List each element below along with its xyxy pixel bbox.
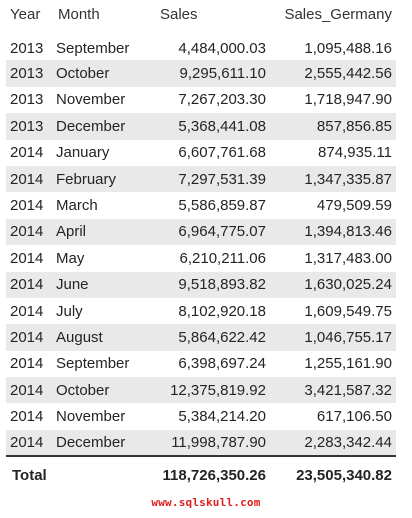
- cell-sales: 9,518,893.82: [148, 272, 270, 298]
- cell-year: 2014: [6, 324, 54, 350]
- cell-sales: 5,586,859.87: [148, 192, 270, 218]
- table-row[interactable]: [6, 298, 396, 324]
- cell-month: March: [54, 192, 148, 218]
- table-row[interactable]: [6, 219, 396, 245]
- cell-month: January: [54, 140, 148, 166]
- table-row[interactable]: [6, 245, 396, 271]
- cell-year: 2014: [6, 272, 54, 298]
- cell-sales-germany: 1,718,947.90: [270, 87, 396, 113]
- table-row[interactable]: [6, 113, 396, 139]
- column-header-year[interactable]: Year: [6, 0, 54, 34]
- cell-month: May: [54, 245, 148, 271]
- cell-year: 2014: [6, 430, 54, 456]
- total-row: [6, 456, 396, 490]
- cell-year: 2014: [6, 219, 54, 245]
- cell-sales-germany: 617,106.50: [270, 403, 396, 429]
- cell-year: 2013: [6, 113, 54, 139]
- cell-month: December: [54, 113, 148, 139]
- column-header-month[interactable]: Month: [54, 0, 148, 34]
- cell-sales: 7,297,531.39: [148, 166, 270, 192]
- cell-sales-germany: 2,555,442.56: [270, 60, 396, 86]
- column-header-sales-germany[interactable]: Sales_Germany: [270, 0, 396, 34]
- cell-month: November: [54, 87, 148, 113]
- cell-month: June: [54, 272, 148, 298]
- table-row[interactable]: [6, 403, 396, 429]
- cell-sales: 12,375,819.92: [148, 377, 270, 403]
- cell-sales: 6,210,211.06: [148, 245, 270, 271]
- sales-table: [6, 0, 396, 490]
- cell-sales: 4,484,000.03: [148, 34, 270, 60]
- cell-sales-germany: 1,046,755.17: [270, 324, 396, 350]
- column-header-sales[interactable]: Sales: [148, 0, 270, 34]
- total-sales: 118,726,350.26: [148, 456, 270, 490]
- cell-sales-germany: 1,317,483.00: [270, 245, 396, 271]
- cell-sales: 5,864,622.42: [148, 324, 270, 350]
- cell-sales: 6,964,775.07: [148, 219, 270, 245]
- watermark: www.sqlskull.com: [151, 496, 261, 509]
- table-row[interactable]: [6, 60, 396, 86]
- cell-sales: 11,998,787.90: [148, 430, 270, 456]
- table-row[interactable]: [6, 166, 396, 192]
- cell-year: 2013: [6, 60, 54, 86]
- cell-month: October: [54, 377, 148, 403]
- cell-year: 2014: [6, 166, 54, 192]
- table-row[interactable]: [6, 272, 396, 298]
- cell-sales-germany: 479,509.59: [270, 192, 396, 218]
- cell-month: December: [54, 430, 148, 456]
- cell-year: 2014: [6, 351, 54, 377]
- cell-year: 2014: [6, 245, 54, 271]
- cell-month: February: [54, 166, 148, 192]
- cell-sales: 6,398,697.24: [148, 351, 270, 377]
- cell-month: April: [54, 219, 148, 245]
- table-row[interactable]: [6, 351, 396, 377]
- table-row[interactable]: [6, 377, 396, 403]
- cell-sales: 5,368,441.08: [148, 113, 270, 139]
- cell-month: July: [54, 298, 148, 324]
- cell-sales: 5,384,214.20: [148, 403, 270, 429]
- cell-year: 2013: [6, 87, 54, 113]
- cell-sales: 9,295,611.10: [148, 60, 270, 86]
- cell-sales-germany: 1,347,335.87: [270, 166, 396, 192]
- table-row[interactable]: [6, 34, 396, 60]
- cell-sales-germany: 2,283,342.44: [270, 430, 396, 456]
- cell-year: 2014: [6, 192, 54, 218]
- cell-sales: 7,267,203.30: [148, 87, 270, 113]
- cell-month: September: [54, 34, 148, 60]
- cell-sales-germany: 874,935.11: [270, 140, 396, 166]
- table-row[interactable]: [6, 87, 396, 113]
- table-row[interactable]: [6, 140, 396, 166]
- cell-sales-germany: 1,394,813.46: [270, 219, 396, 245]
- cell-sales-germany: 1,255,161.90: [270, 351, 396, 377]
- cell-sales-germany: 857,856.85: [270, 113, 396, 139]
- cell-year: 2014: [6, 377, 54, 403]
- total-label: Total: [6, 456, 148, 490]
- cell-sales-germany: 1,609,549.75: [270, 298, 396, 324]
- cell-month: September: [54, 351, 148, 377]
- table-row[interactable]: [6, 324, 396, 350]
- table-row[interactable]: [6, 430, 396, 456]
- matrix-visual: [6, 0, 396, 490]
- cell-sales-germany: 3,421,587.32: [270, 377, 396, 403]
- cell-month: October: [54, 60, 148, 86]
- header-row: [6, 0, 396, 34]
- table-row[interactable]: [6, 192, 396, 218]
- cell-year: 2013: [6, 34, 54, 60]
- cell-sales-germany: 1,095,488.16: [270, 34, 396, 60]
- total-sales-germany: 23,505,340.82: [270, 456, 396, 490]
- cell-sales: 8,102,920.18: [148, 298, 270, 324]
- cell-month: August: [54, 324, 148, 350]
- cell-year: 2014: [6, 298, 54, 324]
- cell-sales-germany: 1,630,025.24: [270, 272, 396, 298]
- cell-year: 2014: [6, 140, 54, 166]
- cell-month: November: [54, 403, 148, 429]
- cell-year: 2014: [6, 403, 54, 429]
- cell-sales: 6,607,761.68: [148, 140, 270, 166]
